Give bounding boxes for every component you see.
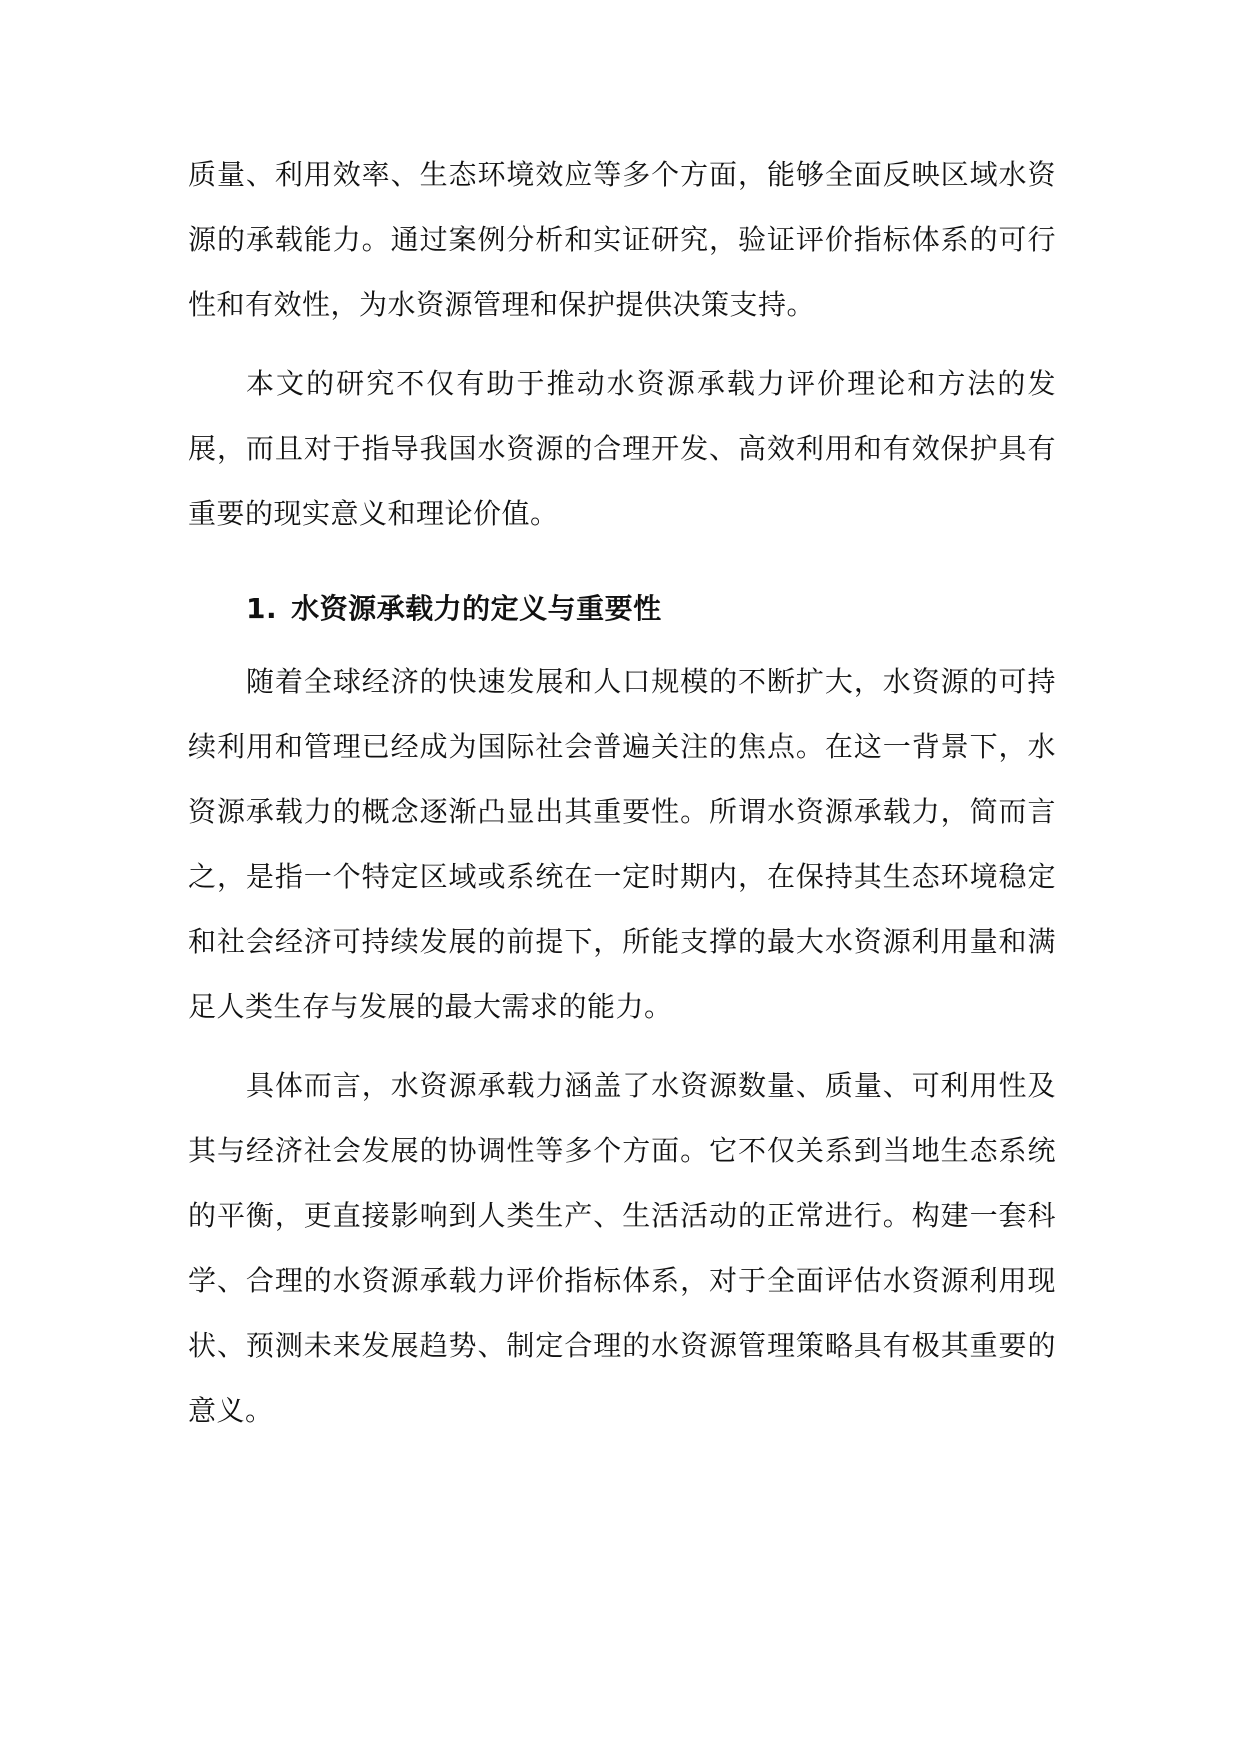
section-number: 1. — [246, 592, 278, 625]
section-heading — [188, 576, 1056, 641]
paragraph-research-significance: 本文的研究不仅有助于推动水资源承载力评价理论和方法的发展，而且对于指导我国水资源的合理开发、高效利用和有效保护具有重要的现实意义和理论价值。 — [188, 367, 1056, 530]
paragraph-definition: 随着全球经济的快速发展和人口规模的不断扩大，水资源的可持续利用和管理已经成为国际社会普遍关注的焦点。在这一背景下，水资源承载力的概念逐渐凸显出其重要性。所谓水资源承载力，简而言之，是指一个特定区域或系统在一定时期内，在保持其生态环境稳定和社会经济可持续发展的前提下，所能支撑的最大水资源利用量和满足人类生存与发展的最大需求的能力。 — [188, 665, 1056, 1023]
document-body — [188, 142, 1056, 1443]
paragraph-importance: 具体而言，水资源承载力涵盖了水资源数量、质量、可利用性及其与经济社会发展的协调性等多个方面。它不仅关系到当地生态系统的平衡，更直接影响到人类生产、生活活动的正常进行。构建一套科学、合理的水资源承载力评价指标体系，对于全面评估水资源利用现状、预测未来发展趋势、制定合理的水资源管理策略具有极其重要的意义。 — [188, 1069, 1056, 1427]
paragraph-continued: 质量、利用效率、生态环境效应等多个方面，能够全面反映区域水资源的承载能力。通过案例分析和实证研究，验证评价指标体系的可行性和有效性，为水资源管理和保护提供决策支持。 — [188, 158, 1056, 321]
section-title: 水资源承载力的定义与重要性 — [291, 592, 662, 625]
